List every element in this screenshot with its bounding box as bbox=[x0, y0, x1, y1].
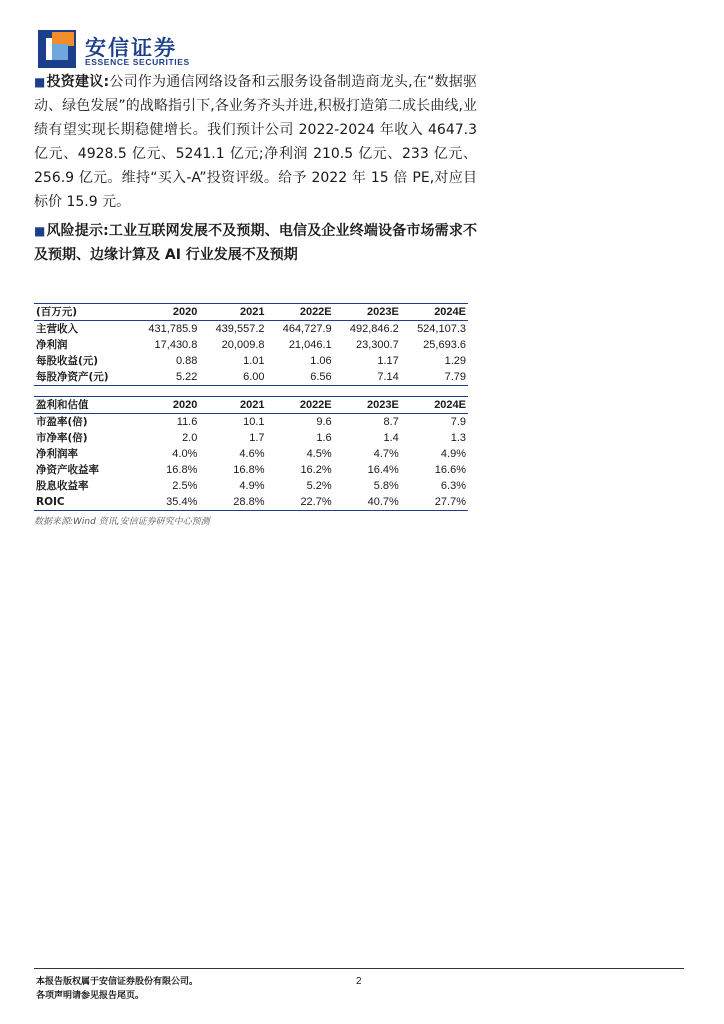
table-row bbox=[34, 430, 468, 446]
table-cell: 16.4% bbox=[367, 464, 399, 476]
table-cell: 1.3 bbox=[450, 432, 466, 444]
row-label: 市盈率(倍) bbox=[36, 416, 88, 428]
table-cell: 16.2% bbox=[300, 464, 332, 476]
table-cell: 4.6% bbox=[239, 448, 265, 460]
table-cell: 8.7 bbox=[383, 416, 399, 428]
investment-advice-title: 投资建议: bbox=[46, 74, 110, 90]
row-label: 净利润率 bbox=[36, 448, 78, 460]
table-cell: 21,046.1 bbox=[288, 339, 332, 351]
financial-summary-table bbox=[34, 303, 468, 386]
risk-warning-text: 风险提示:工业互联网发展不及预期、电信及企业终端设备市场需求不及预期、边缘计算及 AI 行业发展不及预期 bbox=[34, 223, 477, 263]
square-bullet-icon: ■ bbox=[34, 75, 46, 89]
table-header-cell: 2024E bbox=[401, 304, 468, 321]
table-cell: 439,557.2 bbox=[215, 323, 265, 335]
investment-advice-text: 公司作为通信网络设备和云服务设备制造商龙头,在“数据驱动、绿色发展”的战略指引下,各业务齐头并进,积极打造第二成长曲线,业绩有望实现长期稳健增长。我们预计公司 2022-2024 年收入 4647.3 亿元、4928.5 亿元、5241.1 亿元;净利润 210.5 亿元、233 亿元、256.9 亿元。维持“买入-A”投资评级。给予 2022 年 15 倍 PE,对应目标价 15.9 元。 bbox=[34, 74, 478, 210]
row-label: 净利润 bbox=[36, 339, 68, 351]
table-row bbox=[34, 337, 468, 353]
table-row bbox=[34, 478, 468, 494]
table-header-cell: 2020 bbox=[132, 397, 199, 414]
table-cell: 492,846.2 bbox=[349, 323, 399, 335]
table-cell: 1.4 bbox=[383, 432, 399, 444]
table-cell: 9.6 bbox=[316, 416, 332, 428]
table-cell: 40.7% bbox=[334, 494, 401, 511]
investment-advice-paragraph bbox=[34, 70, 477, 214]
table-cell: 23,300.7 bbox=[355, 339, 399, 351]
table-header-cell: 2023E bbox=[334, 397, 401, 414]
table-cell: 16.8% bbox=[166, 464, 198, 476]
table-cell: 1.06 bbox=[310, 355, 332, 367]
table-cell: 464,727.9 bbox=[282, 323, 332, 335]
table-cell: 4.5% bbox=[306, 448, 332, 460]
table-cell: 431,785.9 bbox=[148, 323, 198, 335]
table-cell: 2.5% bbox=[172, 480, 198, 492]
table-cell: 5.2% bbox=[306, 480, 332, 492]
table-cell: 35.4% bbox=[132, 494, 199, 511]
table-row bbox=[34, 369, 468, 386]
table-row bbox=[34, 494, 468, 511]
row-label: 净资产收益率 bbox=[36, 464, 99, 476]
table-cell: 7.79 bbox=[401, 369, 468, 386]
table-header-cell: (百万元) bbox=[34, 304, 132, 321]
table-cell: 25,693.6 bbox=[423, 339, 466, 351]
data-source-note: 数据来源:Wind 资讯,安信证券研究中心预测 bbox=[34, 517, 210, 527]
table-cell: 6.56 bbox=[267, 369, 334, 386]
table-cell: 7.9 bbox=[450, 416, 466, 428]
table-cell: 4.9% bbox=[440, 448, 466, 460]
table-header-cell: 2023E bbox=[334, 304, 401, 321]
table-header-cell: 2021 bbox=[199, 397, 266, 414]
table-row bbox=[34, 321, 468, 338]
table-cell: 6.00 bbox=[199, 369, 266, 386]
row-label: 每股净资产(元) bbox=[34, 369, 132, 386]
table-header-cell: 2024E bbox=[401, 397, 468, 414]
table-header-row bbox=[34, 304, 468, 321]
table-cell: 1.7 bbox=[249, 432, 265, 444]
table-cell: 4.9% bbox=[239, 480, 265, 492]
table-cell: 10.1 bbox=[243, 416, 265, 428]
table-cell: 7.14 bbox=[334, 369, 401, 386]
table-header-row bbox=[34, 397, 468, 414]
table-cell: 22.7% bbox=[267, 494, 334, 511]
page-number: 2 bbox=[356, 976, 362, 987]
table-header-cell: 盈利和估值 bbox=[34, 397, 132, 414]
table-row bbox=[34, 446, 468, 462]
table-row bbox=[34, 462, 468, 478]
logo-english-name: ESSENCE SECURITIES bbox=[85, 57, 190, 67]
risk-warning-paragraph bbox=[34, 219, 477, 267]
table-cell: 1.01 bbox=[243, 355, 265, 367]
table-cell: 28.8% bbox=[199, 494, 266, 511]
footer-disclaimer bbox=[36, 975, 198, 1003]
table-cell: 16.8% bbox=[233, 464, 265, 476]
square-bullet-icon: ■ bbox=[34, 224, 46, 238]
row-label: 主营收入 bbox=[36, 323, 78, 335]
row-label: 市净率(倍) bbox=[36, 432, 88, 444]
table-cell: 1.6 bbox=[316, 432, 332, 444]
table-cell: 16.6% bbox=[434, 464, 466, 476]
table-cell: 5.22 bbox=[132, 369, 199, 386]
table-cell: 4.7% bbox=[373, 448, 399, 460]
table-header-cell: 2021 bbox=[199, 304, 266, 321]
row-label: ROIC bbox=[34, 494, 132, 511]
footer-copyright: 本报告版权属于安信证券股份有限公司。 bbox=[36, 977, 199, 987]
valuation-table bbox=[34, 396, 468, 511]
table-cell: 4.0% bbox=[172, 448, 198, 460]
logo-mark-icon bbox=[38, 30, 76, 68]
table-cell: 6.3% bbox=[440, 480, 466, 492]
table-row bbox=[34, 353, 468, 369]
table-row bbox=[34, 414, 468, 431]
table-cell: 20,009.8 bbox=[221, 339, 265, 351]
table-header-cell: 2022E bbox=[267, 304, 334, 321]
table-header-cell: 2022E bbox=[267, 397, 334, 414]
table-cell: 524,107.3 bbox=[417, 323, 466, 335]
table-cell: 27.7% bbox=[401, 494, 468, 511]
table-cell: 2.0 bbox=[182, 432, 198, 444]
company-logo bbox=[38, 30, 208, 70]
table-cell: 0.88 bbox=[175, 355, 198, 367]
row-label: 股息收益率 bbox=[36, 480, 89, 492]
footer-divider bbox=[34, 968, 684, 969]
logo-chinese-name: 安信证券 bbox=[85, 36, 177, 60]
footer-statement-ref: 各项声明请参见报告尾页。 bbox=[36, 991, 145, 1001]
table-cell: 5.8% bbox=[373, 480, 399, 492]
table-cell: 1.29 bbox=[444, 355, 466, 367]
table-cell: 11.6 bbox=[176, 416, 198, 428]
table-cell: 17,430.8 bbox=[154, 339, 198, 351]
table-cell: 1.17 bbox=[377, 355, 399, 367]
row-label: 每股收益(元) bbox=[36, 355, 99, 367]
table-header-cell: 2020 bbox=[132, 304, 199, 321]
